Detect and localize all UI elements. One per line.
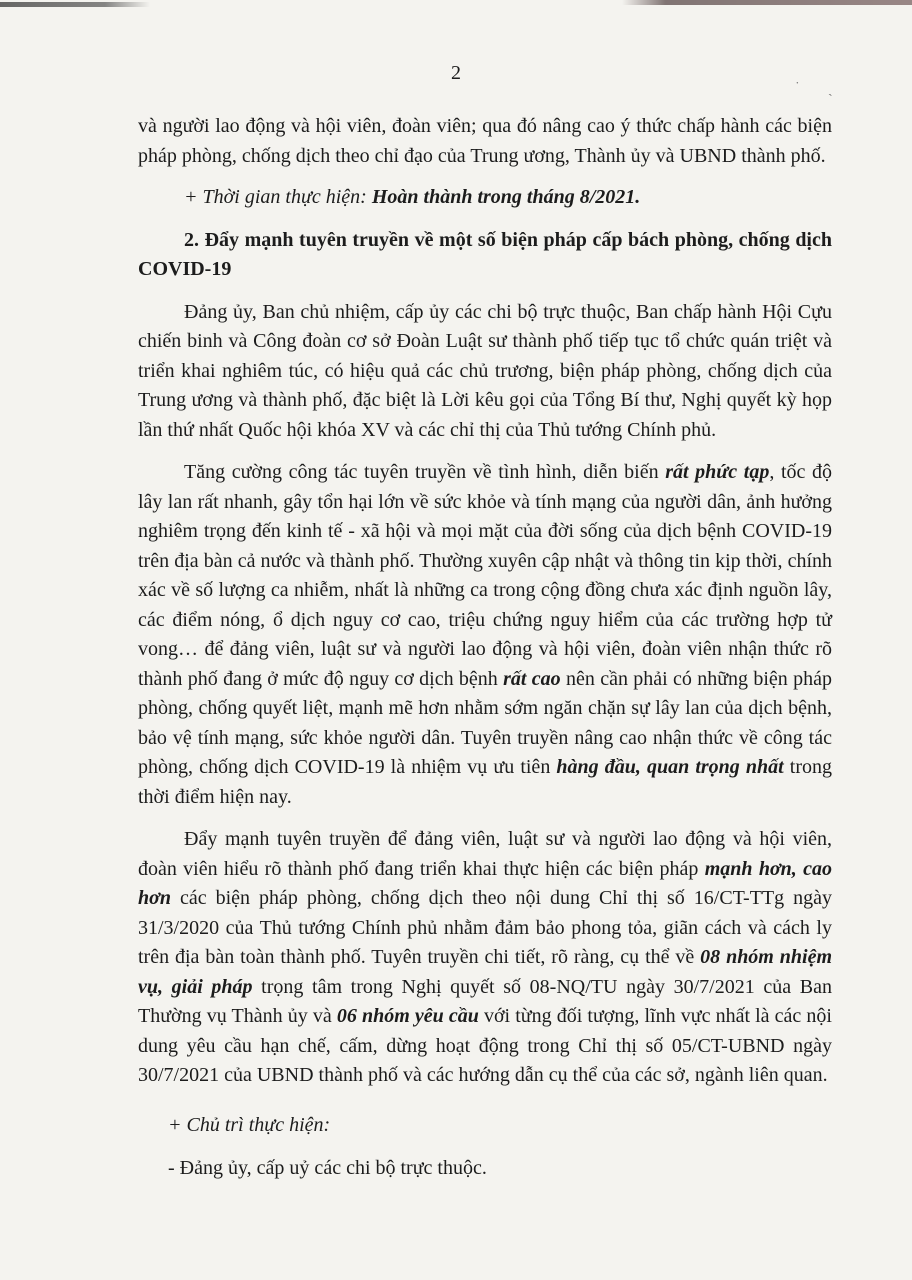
lead-label: + Chủ trì thực hiện: [168, 1113, 331, 1136]
document-body [138, 112, 832, 1184]
page-number: 2 [451, 62, 461, 84]
text-run: , tốc độ lây lan rất nhanh, gây tổn hại lớn về sức khỏe và tính mạng của người dân, ảnh hưởng nghiêm trọng đến kinh tế - xã hội và mọi mặt của đời sống của dịch bệnh COVID-19 trên địa bàn cả nước và thành phố. Thường xuyên cập nhật và thông tin kịp thời, chính xác về số lượng ca nhiễm, nhất là những ca trong cộng đồng chưa xác định nguồn lây, các điểm nóng, ổ dịch nguy cơ cao, triệu chứng nguy hiểm của các trường hợp tử vong… để đảng viên, luật sư và người lao động và hội viên, đoàn viên nhận thức rõ thành phố đang ở mức độ nguy cơ dịch bệnh [138, 461, 832, 690]
text-run: Tăng cường công tác tuyên truyền về tình hình, diễn biến [184, 461, 666, 483]
implementation-time-line [138, 183, 832, 213]
scan-edge-top-right [622, 0, 912, 5]
implementation-time-label: + Thời gian thực hiện: [184, 186, 372, 208]
intro-paragraph: và người lao động và hội viên, đoàn viên; qua đó nâng cao ý thức chấp hành các biện pháp phòng, chống dịch theo chỉ đạo của Trung ương, Thành ủy và UBND thành phố. [138, 115, 832, 167]
emphasis-text: mạnh hơn, cao hơn [138, 857, 832, 909]
text-run: với từng đối tượng, lĩnh vực nhất là các nội dung yêu cầu hạn chế, cấm, dừng hoạt động trong Chỉ thị số 05/CT-UBND ngày 30/7/2021 của UBND thành phố và các hướng dẫn cụ thể của các sở, ngành liên quan. [138, 1005, 832, 1086]
scan-edge-top-left [0, 2, 150, 7]
lead-item: - Đảng ủy, cấp uỷ các chi bộ trực thuộc. [168, 1157, 487, 1179]
scan-speck: ˏ [828, 82, 833, 97]
paragraph-propaganda [138, 458, 832, 812]
text-run: các biện pháp phòng, chống dịch theo nội dung Chỉ thị số 16/CT-TTg ngày 31/3/2020 của Thủ tướng Chính phủ nhằm đảm bảo phong tỏa, giãn cách và cách ly trên địa bàn toàn thành phố. Tuyên truyền chi tiết, rõ ràng, cụ thể về [138, 887, 832, 968]
text-run: trong thời điểm hiện nay. [138, 756, 832, 808]
emphasis-text: rất phức tạp [665, 461, 770, 483]
emphasis-text: 06 nhóm yêu cầu [336, 1005, 479, 1027]
paragraph-measures [138, 825, 832, 1091]
text-run: Đẩy mạnh tuyên truyền để đảng viên, luật sư và người lao động và hội viên, đoàn viên hiểu rõ thành phố đang triển khai thực hiện các biện pháp [138, 828, 832, 880]
section-heading: 2. Đẩy mạnh tuyên truyền về một số biện pháp cấp bách phòng, chống dịch COVID-19 [138, 228, 832, 280]
text-run: trọng tâm trong Nghị quyết số 08-NQ/TU ngày 30/7/2021 của Ban Thường vụ Thành ủy và [138, 975, 832, 1027]
emphasis-text: hàng đầu, quan trọng nhất [556, 756, 784, 778]
emphasis-text: 08 nhóm nhiệm vụ, giải pháp [138, 946, 832, 998]
scan-speck: ˙ [795, 80, 800, 95]
implementation-time-value: Hoàn thành trong tháng 8/2021. [371, 186, 641, 208]
paragraph-directive: Đảng ủy, Ban chủ nhiệm, cấp ủy các chi bộ trực thuộc, Ban chấp hành Hội Cựu chiến binh và Công đoàn cơ sở Đoàn Luật sư thành phố tiếp tục tổ chức quán triệt và triển khai nghiêm túc, có hiệu quả các chủ trương, biện pháp phòng, chống dịch của Trung ương và thành phố, đặc biệt là Lời kêu gọi của Tổng Bí thư, Nghị quyết kỳ họp lần thứ nhất Quốc hội khóa XV và các chỉ thị của Thủ tướng Chính phủ. [138, 300, 832, 441]
emphasis-text: rất cao [503, 667, 561, 690]
text-run: nên cần phải có những biện pháp phòng, chống quyết liệt, mạnh mẽ hơn nhằm sớm ngăn chặn sự lây lan của dịch bệnh, bảo vệ tính mạng, sức khỏe người dân. Tuyên truyền nâng cao nhận thức về công tác phòng, chống dịch COVID-19 là nhiệm vụ ưu tiên [138, 667, 832, 778]
